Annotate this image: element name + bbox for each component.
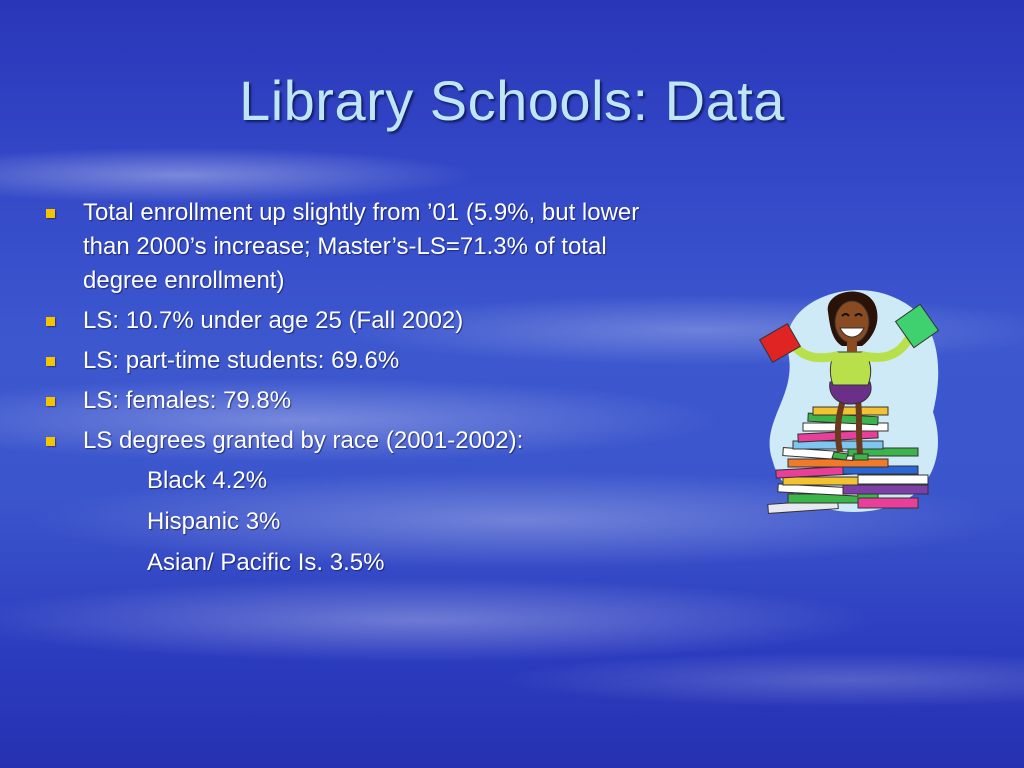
bullet-item [46, 344, 686, 378]
square-bullet-icon [46, 357, 55, 366]
square-bullet-icon [46, 397, 55, 406]
square-bullet-icon [46, 437, 55, 446]
bullet-item [46, 424, 686, 458]
bullet-text: Total enrollment up slightly from ’01 (5.9%, but lower than 2000’s increase; Master’s-LS=71.3% of total degree enrollment) [83, 199, 640, 294]
bullet-text: LS: 10.7% under age 25 (Fall 2002) [83, 307, 464, 334]
bullet-text: LS degrees granted by race (2001-2002): [83, 427, 524, 454]
bullet-item [46, 196, 643, 298]
bullet-item [46, 304, 686, 338]
bullet-text: LS: part-time students: 69.6% [83, 347, 400, 374]
sub-item-asian-pacific: Asian/ Pacific Is. 3.5% [147, 549, 385, 576]
woman-sitting-on-books-clipart [758, 282, 958, 532]
square-bullet-icon [46, 209, 55, 218]
bullet-list [46, 196, 686, 587]
bullet-text: LS: females: 79.8% [83, 387, 292, 414]
bullet-item [46, 384, 686, 418]
slide-title: Library Schools: Data [239, 69, 785, 132]
square-bullet-icon [46, 317, 55, 326]
sub-item-hispanic: Hispanic 3% [147, 508, 281, 535]
sub-item-black: Black 4.2% [147, 467, 268, 494]
